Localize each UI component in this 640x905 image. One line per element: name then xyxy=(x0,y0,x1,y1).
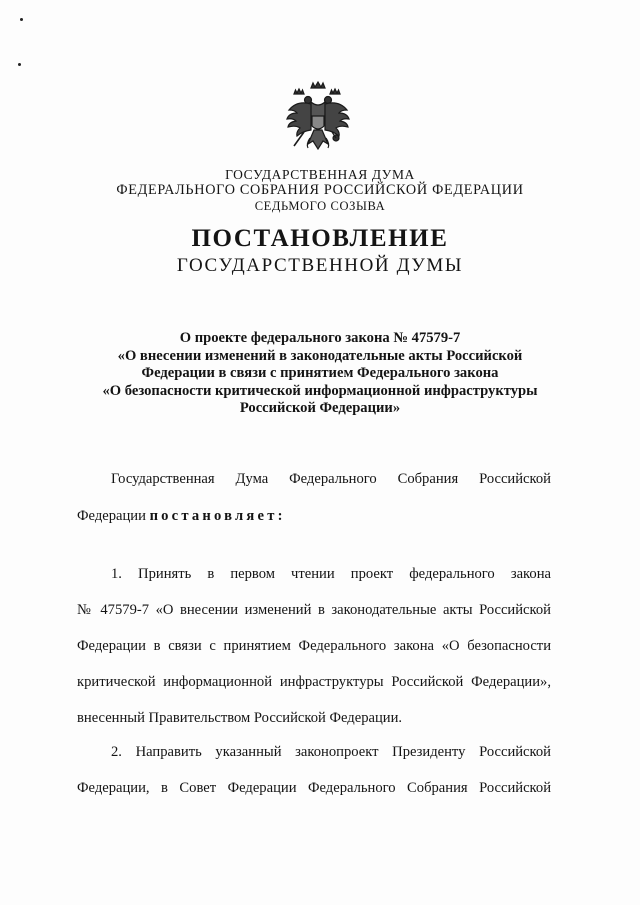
paragraph-1-line: Федерации в связи с принятием Федерального закона «О безопасности xyxy=(77,638,551,654)
preamble-line: Государственная Дума Федерального Собрания Российской xyxy=(111,471,551,487)
header-line-convocation: СЕДЬМОГО СОЗЫВА xyxy=(254,199,386,213)
subject-line: Федерации в связи с принятием Федерального закона xyxy=(141,365,499,381)
document-subject xyxy=(0,330,640,418)
paragraph-2-line: Федерации, в Совет Федерации Федерального Собрания Российской xyxy=(77,780,551,796)
subject-line: Российской Федерации» xyxy=(239,400,401,416)
paragraph-1-line: № 47579-7 «О внесении изменений в законодательные акты Российской xyxy=(77,602,551,618)
paragraph-1-line: 1. Принять в первом чтении проект федерального закона xyxy=(111,566,551,582)
subject-line: «О безопасности критической информационной инфраструктуры xyxy=(102,382,538,399)
scan-speck xyxy=(20,18,23,21)
subject-line: О проекте федерального закона № 47579-7 xyxy=(179,330,461,346)
preamble-line xyxy=(77,507,551,525)
coat-of-arms-icon xyxy=(284,80,352,162)
subject-line: «О внесении изменений в законодательные акты Российской xyxy=(117,347,523,364)
document-title: ПОСТАНОВЛЕНИЕ xyxy=(191,225,449,252)
resolves-word: постановляет: xyxy=(149,508,286,524)
preamble-start: Федерации xyxy=(77,508,146,524)
scan-speck xyxy=(18,63,21,66)
paragraph-1-line: критической информационной инфраструктуры Российской Федерации», xyxy=(77,674,551,690)
document-subtitle: ГОСУДАРСТВЕННОЙ ДУМЫ xyxy=(176,255,464,276)
paragraph-2-line: 2. Направить указанный законопроект Президенту Российской xyxy=(111,744,551,760)
header-line-federal-assembly: ФЕДЕРАЛЬНОГО СОБРАНИЯ РОССИЙСКОЙ ФЕДЕРАЦИИ xyxy=(116,182,524,198)
header-line-duma: ГОСУДАРСТВЕННАЯ ДУМА xyxy=(225,167,415,182)
paragraph-1-line: внесенный Правительством Российской Федерации. xyxy=(77,710,403,726)
